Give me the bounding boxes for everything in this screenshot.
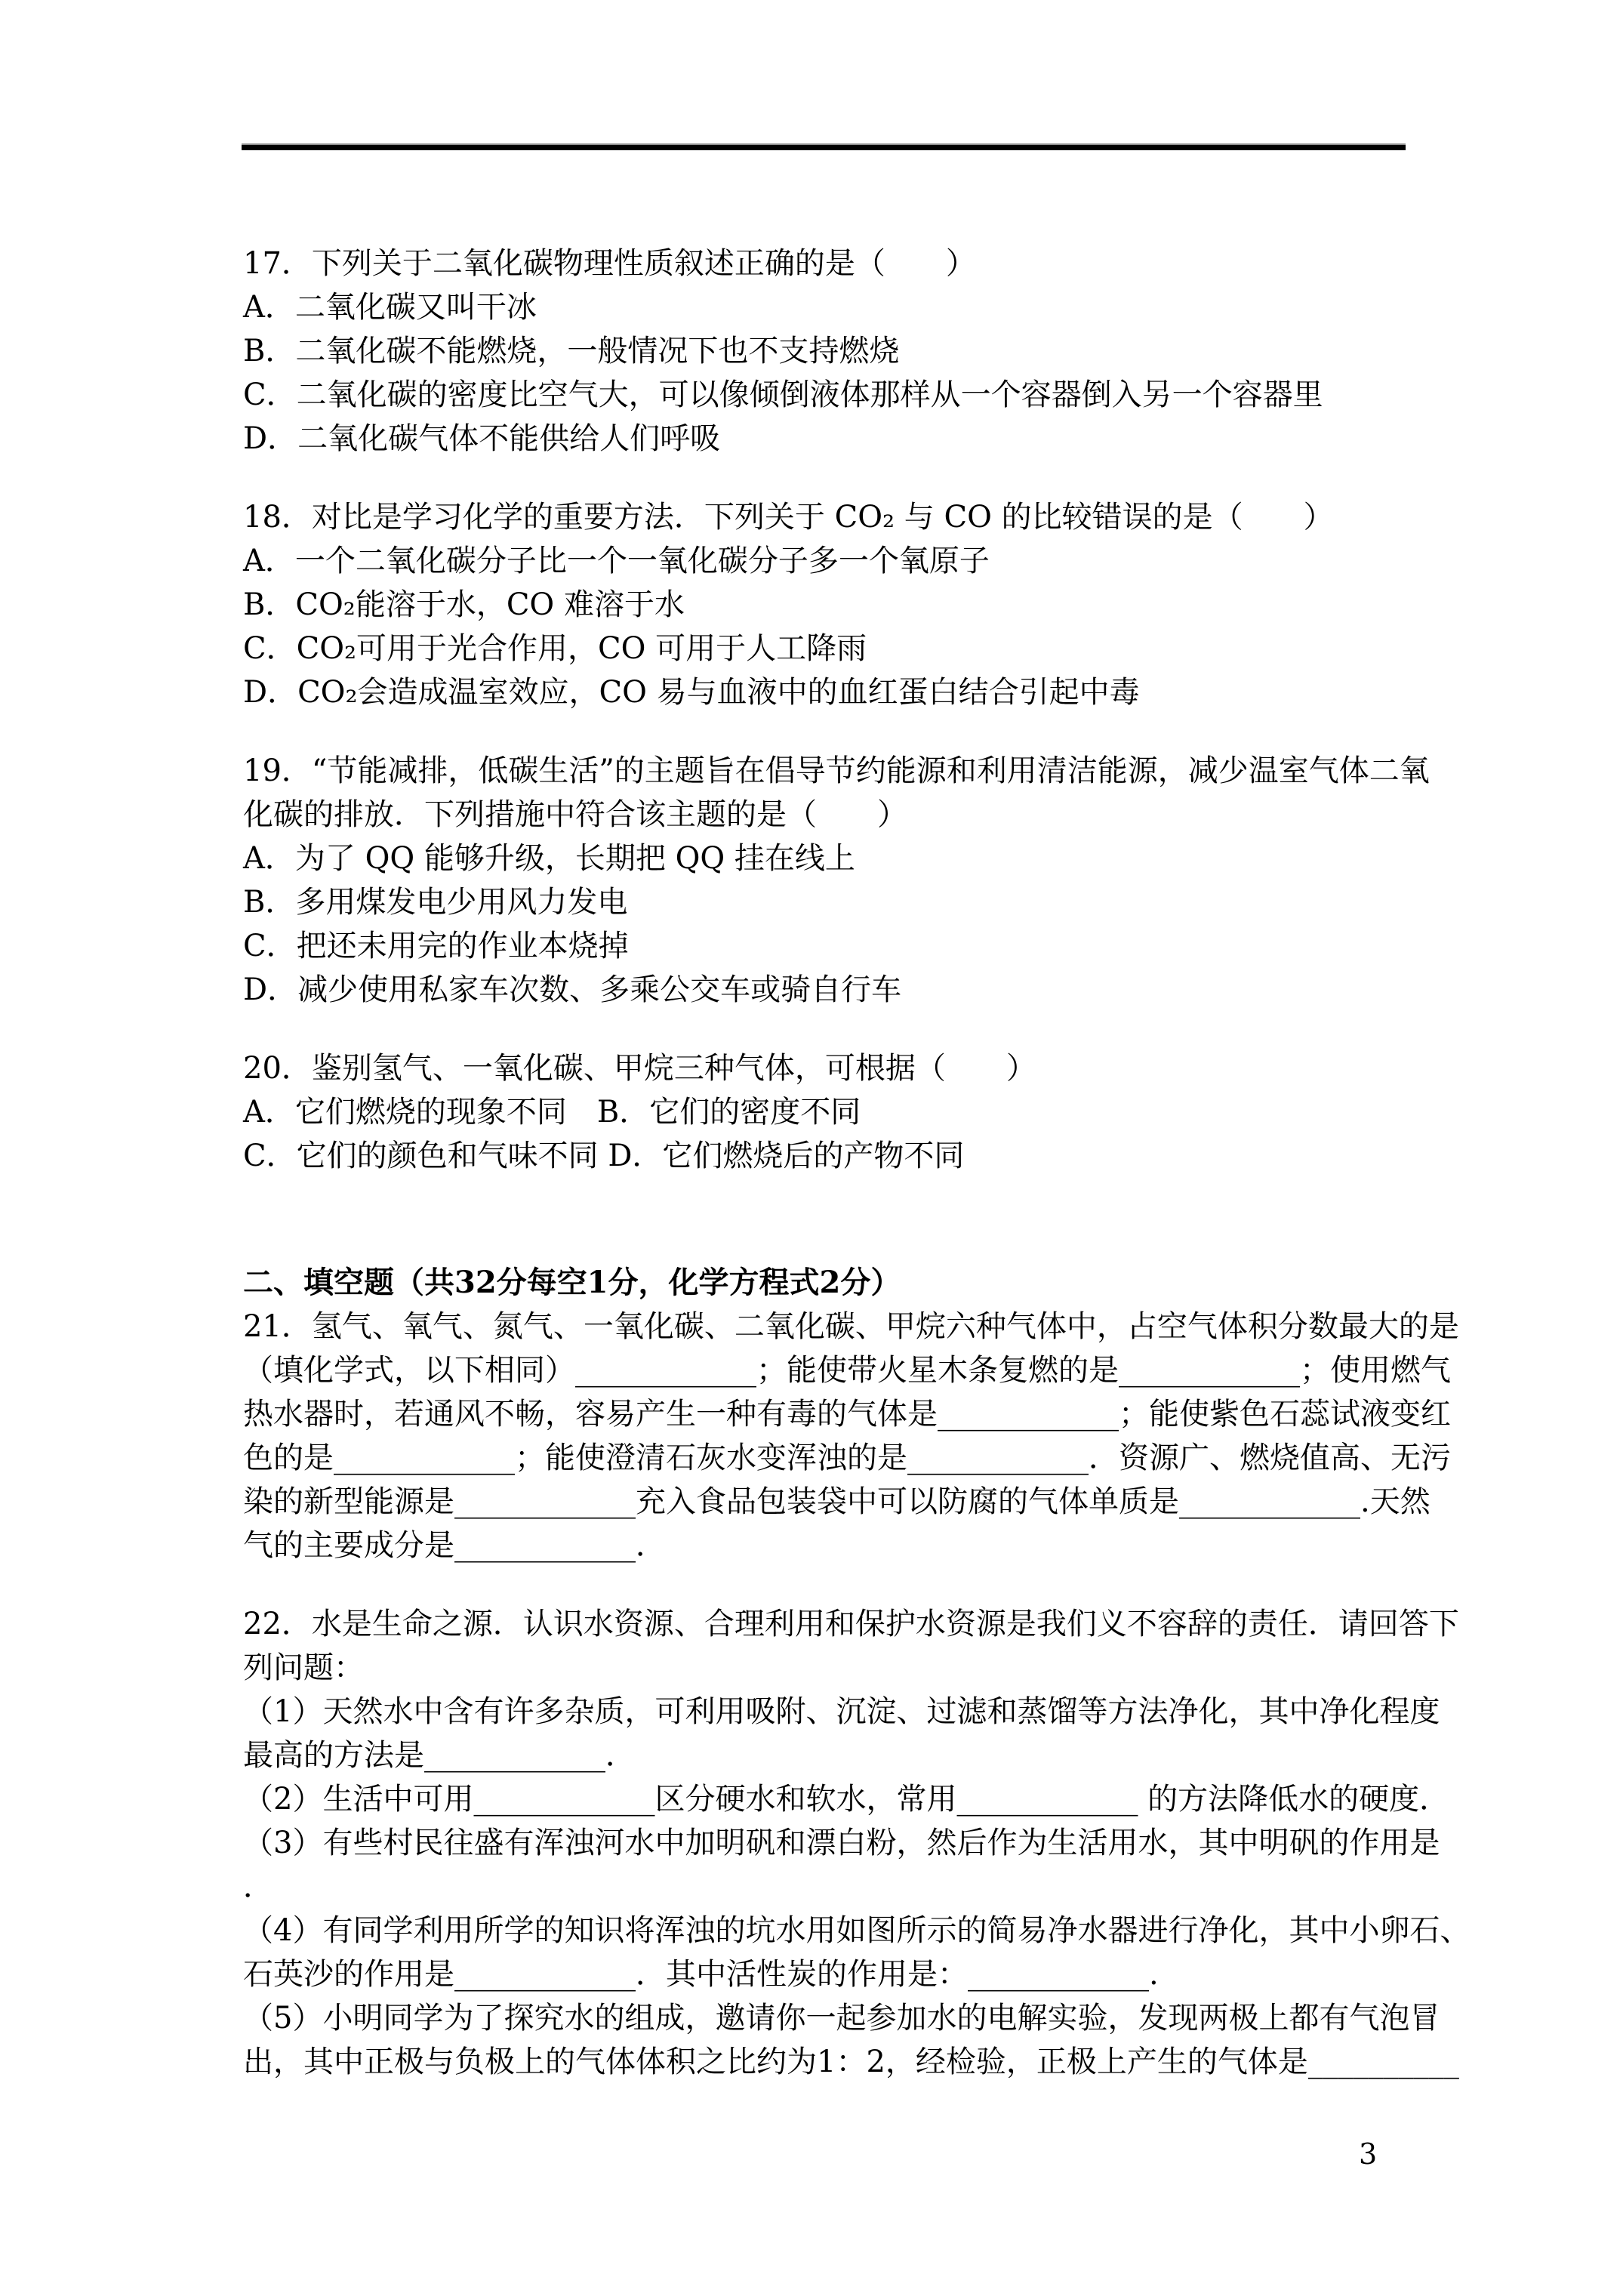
question-20 bbox=[243, 1046, 1410, 1178]
question-22-part-2: （2）生活中可用____________区分硬水和软水，常用____________ 的方法降低水的硬度． bbox=[243, 1782, 1450, 1817]
question-17 bbox=[243, 242, 1410, 461]
question-21-line-5: 染的新型能源是____________充入食品包装袋中可以防腐的气体单质是____________.天然 bbox=[243, 1484, 1431, 1519]
question-22-line-2: 列问题： bbox=[243, 1650, 364, 1685]
question-19-stem-line-2: 化碳的排放．下列措施中符合该主题的是（ ） bbox=[243, 797, 907, 832]
exam-content bbox=[243, 0, 1471, 2119]
question-18-option-c: C．CO₂可用于光合作用，CO 可用于人工降雨 bbox=[243, 631, 867, 666]
question-21-line-6: 气的主要成分是____________． bbox=[243, 1528, 666, 1563]
question-22 bbox=[243, 1602, 1471, 2084]
question-22-part-4-line-2: 石英沙的作用是____________．其中活性炭的作用是：____________. bbox=[243, 1957, 1159, 1992]
question-17-option-d: D．二氧化碳气体不能供给人们呼吸 bbox=[243, 421, 721, 456]
question-21-line-2: （填化学式，以下相同）____________；能使带火星木条复燃的是____________；使用燃气 bbox=[243, 1353, 1451, 1388]
question-19-option-c: C．把还未用完的作业本烧掉 bbox=[243, 929, 629, 963]
question-22-part-3-period: ． bbox=[243, 1869, 273, 1904]
question-22-part-1-line-2: 最高的方法是____________． bbox=[243, 1738, 636, 1773]
question-20-stem: 20．鉴别氢气、一氧化碳、甲烷三种气体，可根据（ ） bbox=[243, 1051, 1036, 1086]
question-22-part-1-line-1: （1）天然水中含有许多杂质，可利用吸附、沉淀、过滤和蒸馏等方法净化，其中净化程度 bbox=[243, 1694, 1440, 1729]
page-number: 3 bbox=[1359, 2137, 1378, 2171]
question-22-part-3: （3）有些村民往盛有浑浊河水中加明矾和漂白粉，然后作为生活用水，其中明矾的作用是 bbox=[243, 1826, 1440, 1860]
question-21 bbox=[243, 1305, 1459, 1567]
question-17-stem: 17．下列关于二氧化碳物理性质叙述正确的是（ ） bbox=[243, 246, 976, 281]
question-17-option-c: C．二氧化碳的密度比空气大，可以像倾倒液体那样从一个容器倒入另一个容器里 bbox=[243, 378, 1323, 412]
question-19-option-b: B．多用煤发电少用风力发电 bbox=[243, 885, 628, 920]
question-17-option-b: B．二氧化碳不能燃烧，一般情况下也不支持燃烧 bbox=[243, 334, 900, 368]
question-20-options-ab: A．它们燃烧的现象不同 B．它们的密度不同 bbox=[243, 1095, 861, 1130]
question-18 bbox=[243, 495, 1410, 714]
question-22-part-5-line-2: 出，其中正极与负极上的气体体积之比约为1：2，经检验，正极上产生的气体是__________ bbox=[243, 2045, 1459, 2079]
question-18-stem: 18．对比是学习化学的重要方法．下列关于 CO₂ 与 CO 的比较错误的是（ ） bbox=[243, 500, 1334, 535]
question-19-option-d: D．减少使用私家车次数、多乘公交车或骑自行车 bbox=[243, 972, 902, 1007]
question-19-stem-line-1: 19．“节能减排，低碳生活”的主题旨在倡导节约能源和利用清洁能源，减少温室气体二氧 bbox=[243, 754, 1430, 788]
question-22-line-1: 22．水是生命之源．认识水资源、合理利用和保护水资源是我们义不容辞的责任．请回答下 bbox=[243, 1607, 1459, 1641]
question-22-part-5-line-1: （5）小明同学为了探究水的组成，邀请你一起参加水的电解实验，发现两极上都有气泡冒 bbox=[243, 2001, 1440, 2036]
section-2-heading: 二、填空题（共32分每空1分，化学方程式2分） bbox=[243, 1265, 901, 1300]
question-19 bbox=[243, 749, 1430, 1012]
question-21-line-3: 热水器时，若通风不畅，容易产生一种有毒的气体是____________；能使紫色石蕊试液变红 bbox=[243, 1397, 1451, 1432]
question-18-option-d: D．CO₂会造成温室效应，CO 易与血液中的血红蛋白结合引起中毒 bbox=[243, 675, 1140, 710]
question-18-option-b: B．CO₂能溶于水，CO 难溶于水 bbox=[243, 587, 685, 622]
question-17-option-a: A．二氧化碳又叫干冰 bbox=[243, 290, 537, 325]
question-22-part-4-line-1: （4）有同学利用所学的知识将浑浊的坑水用如图所示的简易净水器进行净化，其中小卵石、 bbox=[243, 1913, 1471, 1948]
question-18-option-a: A．一个二氧化碳分子比一个一氧化碳分子多一个氧原子 bbox=[243, 544, 990, 578]
question-21-line-4: 色的是____________；能使澄清石灰水变浑浊的是____________．资源广、燃烧值高、无污 bbox=[243, 1441, 1451, 1475]
question-20-options-cd: C．它们的颜色和气味不同 D．它们燃烧后的产物不同 bbox=[243, 1139, 965, 1173]
question-21-line-1: 21．氢气、氧气、氮气、一氧化碳、二氧化碳、甲烷六种气体中，占空气体积分数最大的是 bbox=[243, 1309, 1459, 1344]
question-19-option-a: A．为了 QQ 能够升级，长期把 QQ 挂在线上 bbox=[243, 841, 855, 876]
